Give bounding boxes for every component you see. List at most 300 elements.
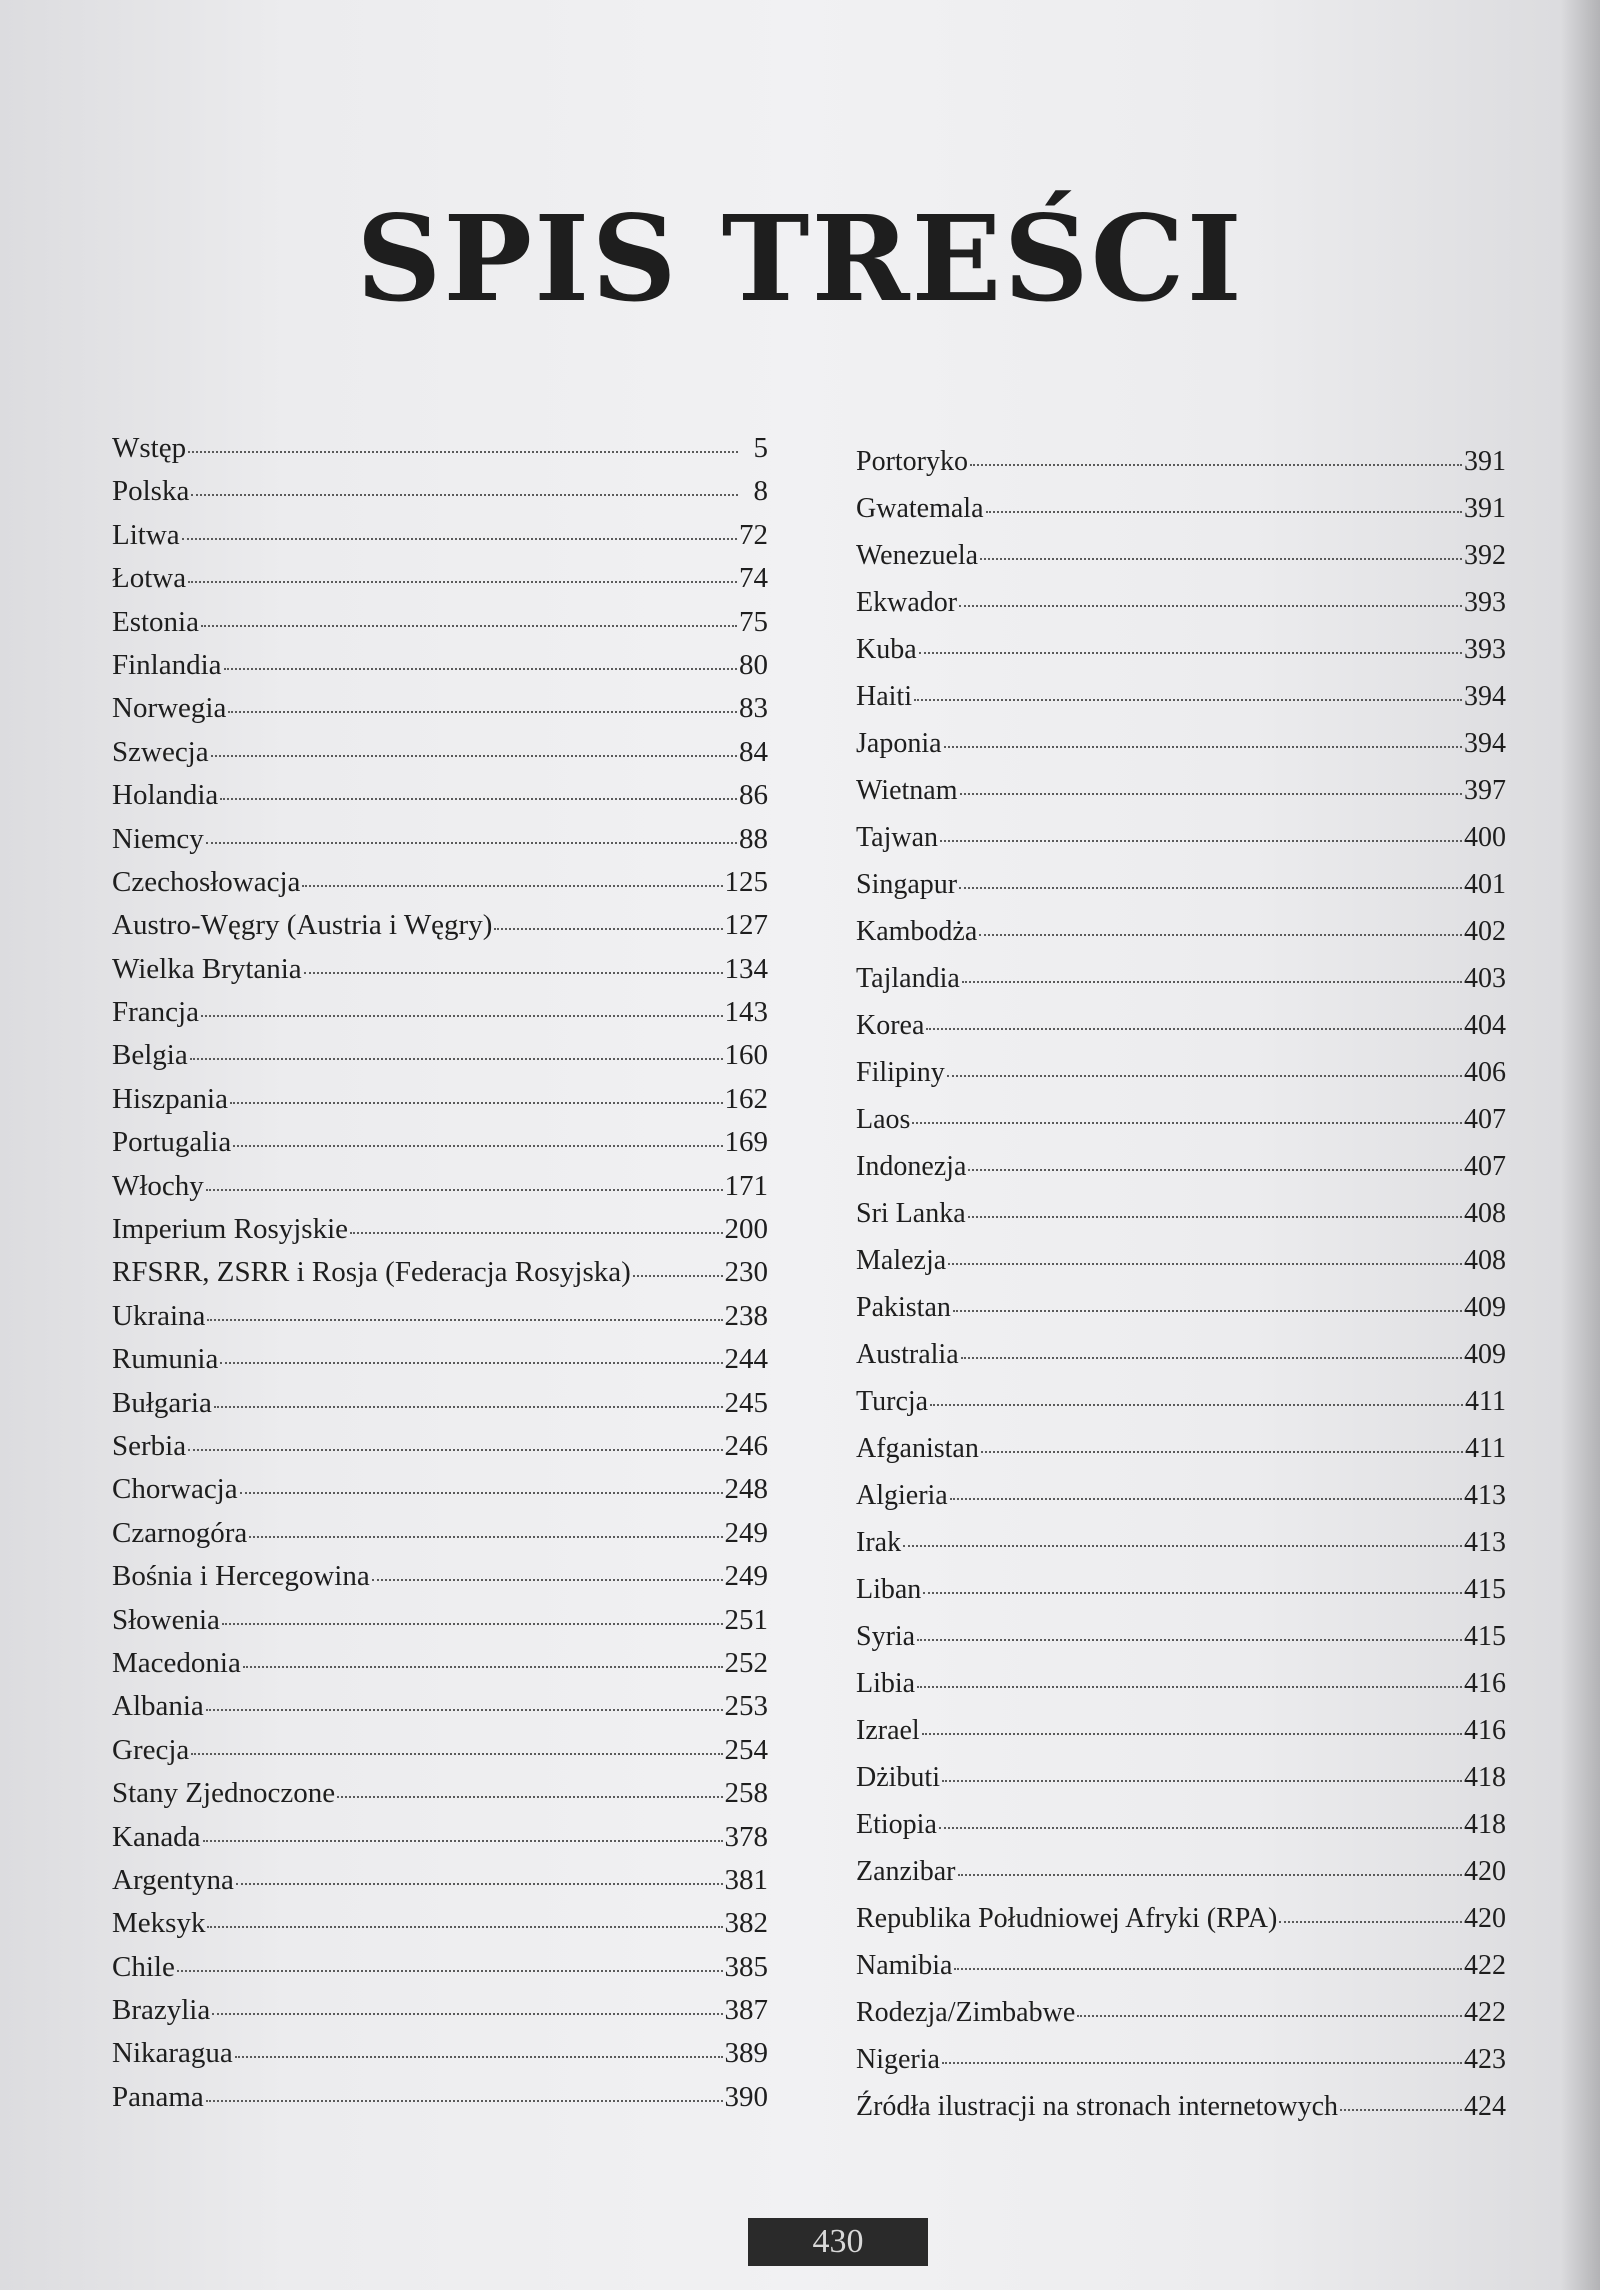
toc-entry xyxy=(112,1604,768,1647)
toc-entry xyxy=(856,963,1506,1010)
toc-entry-page: 378 xyxy=(724,1820,768,1853)
toc-entry-page: 408 xyxy=(1464,1245,1506,1276)
toc-entry-page: 393 xyxy=(1464,587,1506,618)
dot-leader xyxy=(188,1449,722,1451)
dot-leader xyxy=(939,1827,1462,1829)
toc-entry xyxy=(112,2081,768,2124)
dot-leader xyxy=(950,1498,1462,1500)
page-edge-shadow xyxy=(1560,0,1600,2290)
toc-entry-page: 404 xyxy=(1464,1010,1506,1041)
toc-entry-page: 171 xyxy=(724,1169,768,1202)
toc-entry-page: 169 xyxy=(724,1126,768,1159)
toc-entry-page: 413 xyxy=(1464,1480,1506,1511)
toc-entry-label: Nikaragua xyxy=(112,2037,233,2070)
toc-entry-page: 88 xyxy=(739,822,768,855)
toc-entry xyxy=(112,953,768,996)
toc-entry xyxy=(856,587,1506,634)
toc-entry xyxy=(856,822,1506,869)
toc-entry-page: 422 xyxy=(1464,1950,1506,1981)
dot-leader xyxy=(494,928,722,930)
toc-entry xyxy=(856,1104,1506,1151)
dot-leader xyxy=(903,1545,1462,1547)
dot-leader xyxy=(961,1357,1462,1359)
toc-entry-page: 72 xyxy=(739,518,768,551)
toc-entry-label: Imperium Rosyjskie xyxy=(112,1213,349,1246)
toc-column-right xyxy=(856,446,1506,2138)
toc-entry-label: Pakistan xyxy=(856,1292,951,1323)
dot-leader xyxy=(188,451,738,453)
toc-entry-label: Laos xyxy=(856,1104,911,1135)
dot-leader xyxy=(304,972,723,974)
dot-leader xyxy=(954,1968,1462,1970)
toc-entry-label: Macedonia xyxy=(112,1646,241,1679)
toc-entry xyxy=(112,649,768,692)
toc-entry xyxy=(112,1734,768,1777)
dot-leader xyxy=(980,558,1462,560)
dot-leader xyxy=(236,1883,723,1885)
dot-leader xyxy=(914,699,1462,701)
dot-leader xyxy=(940,840,1462,842)
dot-leader xyxy=(962,981,1462,983)
toc-entry-page: 382 xyxy=(724,1907,768,1940)
dot-leader xyxy=(233,1145,722,1147)
toc-entry-label: Turcja xyxy=(856,1386,929,1417)
dot-leader xyxy=(240,1492,723,1494)
toc-entry-page: 389 xyxy=(724,2037,768,2070)
toc-entry xyxy=(856,1809,1506,1856)
toc-entry-page: 391 xyxy=(1464,493,1506,524)
toc-entry-label: Kambodża xyxy=(856,916,978,947)
toc-entry-label: Syria xyxy=(856,1621,916,1652)
toc-entry xyxy=(856,1527,1506,1574)
toc-entry-label: Kuba xyxy=(856,634,917,665)
toc-entry xyxy=(112,996,768,1039)
dot-leader xyxy=(190,1058,723,1060)
toc-entry xyxy=(112,475,768,518)
page-title: SPIS TREŚCI xyxy=(356,189,1244,328)
toc-entry xyxy=(856,1480,1506,1527)
toc-entry-label: Liban xyxy=(856,1574,922,1605)
toc-entry-label: Filipiny xyxy=(856,1057,945,1088)
toc-entry-page: 401 xyxy=(1464,869,1506,900)
toc-entry xyxy=(112,1517,768,1560)
toc-entry-page: 400 xyxy=(1464,822,1506,853)
toc-entry-page: 134 xyxy=(724,952,768,985)
toc-entry-label: Słowenia xyxy=(112,1603,220,1636)
toc-entry-label: Haiti xyxy=(856,681,912,712)
toc-entry xyxy=(856,681,1506,728)
toc-entry-page: 424 xyxy=(1464,2091,1506,2122)
toc-entry-label: Wielka Brytania xyxy=(112,952,302,985)
toc-entry-page: 385 xyxy=(724,1950,768,1983)
toc-entry xyxy=(856,728,1506,775)
dot-leader xyxy=(958,1874,1463,1876)
toc-entry-page: 415 xyxy=(1464,1574,1506,1605)
toc-entry-label: Tajlandia xyxy=(856,963,960,994)
dot-leader xyxy=(220,1362,722,1364)
toc-entry-page: 408 xyxy=(1464,1198,1506,1229)
toc-entry-page: 162 xyxy=(724,1082,768,1115)
toc-entry xyxy=(856,540,1506,587)
toc-entry xyxy=(112,1951,768,1994)
dot-leader xyxy=(224,668,737,670)
toc-entry-label: Serbia xyxy=(112,1429,187,1462)
toc-entry xyxy=(112,909,768,952)
toc-entry-page: 125 xyxy=(724,865,768,898)
dot-leader xyxy=(944,746,1462,748)
toc-entry-label: Stany Zjednoczone xyxy=(112,1777,336,1810)
toc-entry-label: Norwegia xyxy=(112,692,227,725)
toc-entry xyxy=(856,493,1506,540)
toc-entry-label: Czarnogóra xyxy=(112,1516,248,1549)
toc-entry-label: Malezja xyxy=(856,1245,947,1276)
toc-entry-page: 402 xyxy=(1464,916,1506,947)
dot-leader xyxy=(191,494,738,496)
toc-entry-page: 407 xyxy=(1464,1151,1506,1182)
dot-leader xyxy=(191,1753,722,1755)
toc-entry-label: Bośnia i Hercegowina xyxy=(112,1560,370,1593)
toc-entry-page: 415 xyxy=(1464,1621,1506,1652)
toc-entry-page: 394 xyxy=(1464,681,1506,712)
toc-entry-label: Singapur xyxy=(856,869,958,900)
dot-leader xyxy=(981,1451,1463,1453)
toc-entry-page: 409 xyxy=(1464,1339,1506,1370)
toc-entry-label: Portugalia xyxy=(112,1126,232,1159)
toc-entry-page: 413 xyxy=(1464,1527,1506,1558)
toc-entry-page: 75 xyxy=(739,605,768,638)
toc-entry xyxy=(856,1574,1506,1621)
toc-entry xyxy=(856,446,1506,493)
toc-entry xyxy=(856,1668,1506,1715)
dot-leader xyxy=(372,1579,723,1581)
dot-leader xyxy=(302,885,722,887)
toc-entry-label: Finlandia xyxy=(112,648,222,681)
toc-entry xyxy=(856,775,1506,822)
toc-entry-label: Holandia xyxy=(112,779,219,812)
toc-entry-label: Ukraina xyxy=(112,1299,206,1332)
toc-entry-label: Libia xyxy=(856,1668,916,1699)
toc-entry xyxy=(112,1170,768,1213)
toc-entry xyxy=(112,1821,768,1864)
dot-leader xyxy=(337,1796,722,1798)
toc-entry-label: Brazylia xyxy=(112,1994,211,2027)
toc-entry xyxy=(112,866,768,909)
toc-entry-label: Szwecja xyxy=(112,735,209,768)
toc-entry xyxy=(112,2037,768,2080)
toc-entry-label: Republika Południowej Afryki (RPA) xyxy=(856,1903,1278,1934)
toc-entry-page: 387 xyxy=(724,1994,768,2027)
toc-column-left xyxy=(112,432,768,2124)
toc-entry-page: 418 xyxy=(1464,1762,1506,1793)
toc-entry xyxy=(112,692,768,735)
toc-entry xyxy=(856,1621,1506,1668)
toc-entry-label: Grecja xyxy=(112,1733,190,1766)
dot-leader xyxy=(222,1623,723,1625)
toc-entry-label: Etiopia xyxy=(856,1809,937,1840)
dot-leader xyxy=(1077,2015,1462,2017)
toc-entry-label: Łotwa xyxy=(112,562,187,595)
toc-entry-label: Afganistan xyxy=(856,1433,979,1464)
dot-leader xyxy=(207,1926,722,1928)
toc-entry-page: 397 xyxy=(1464,775,1506,806)
toc-entry-page: 83 xyxy=(739,692,768,725)
toc-entry xyxy=(856,634,1506,681)
toc-entry-page: 390 xyxy=(724,2080,768,2113)
toc-entry xyxy=(112,823,768,866)
dot-leader xyxy=(926,1028,1462,1030)
toc-entry-page: 249 xyxy=(724,1516,768,1549)
toc-entry-page: 420 xyxy=(1464,1856,1506,1887)
dot-leader xyxy=(207,1319,722,1321)
toc-entry-page: 84 xyxy=(739,735,768,768)
dot-leader xyxy=(206,1189,723,1191)
toc-entry-page: 238 xyxy=(724,1299,768,1332)
dot-leader xyxy=(201,625,737,627)
toc-entry-label: Francja xyxy=(112,996,199,1029)
toc-entry-label: Bułgaria xyxy=(112,1386,212,1419)
dot-leader xyxy=(919,652,1462,654)
toc-entry-label: Tajwan xyxy=(856,822,939,853)
toc-entry-label: Panama xyxy=(112,2080,204,2113)
toc-entry-label: Sri Lanka xyxy=(856,1198,966,1229)
toc-entry-label: Chile xyxy=(112,1950,175,1983)
dot-leader xyxy=(942,2062,1462,2064)
toc-entry-label: Nigeria xyxy=(856,2044,940,2075)
toc-entry-page: 80 xyxy=(739,648,768,681)
toc-entry-page: 246 xyxy=(724,1429,768,1462)
toc-entry xyxy=(856,1057,1506,1104)
toc-entry-label: Australia xyxy=(856,1339,959,1370)
dot-leader xyxy=(220,798,737,800)
dot-leader xyxy=(947,1075,1462,1077)
dot-leader xyxy=(979,934,1462,936)
toc-entry-page: 253 xyxy=(724,1690,768,1723)
toc-entry xyxy=(112,1560,768,1603)
toc-entry-label: Czechosłowacja xyxy=(112,865,301,898)
toc-entry xyxy=(856,1339,1506,1386)
toc-entry-label: Ekwador xyxy=(856,587,958,618)
toc-entry-page: 403 xyxy=(1464,963,1506,994)
toc-entry-label: RFSRR, ZSRR i Rosja (Federacja Rosyjska) xyxy=(112,1256,631,1289)
toc-entry-label: Kanada xyxy=(112,1820,201,1853)
dot-leader xyxy=(228,711,737,713)
toc-entry-page: 74 xyxy=(739,562,768,595)
toc-entry-label: Dżibuti xyxy=(856,1762,940,1793)
toc-entry xyxy=(112,519,768,562)
toc-entry-page: 160 xyxy=(724,1039,768,1072)
toc-entry xyxy=(112,1126,768,1169)
dot-leader xyxy=(203,1840,723,1842)
toc-entry xyxy=(112,1647,768,1690)
toc-entry xyxy=(112,1387,768,1430)
toc-entry-page: 252 xyxy=(724,1646,768,1679)
toc-entry-page: 423 xyxy=(1464,2044,1506,2075)
toc-entry xyxy=(856,1292,1506,1339)
toc-entry xyxy=(856,1856,1506,1903)
toc-entry-label: Źródła ilustracji na stronach internetowych xyxy=(856,2091,1339,2122)
toc-entry-label: Wstęp xyxy=(112,432,187,464)
dot-leader xyxy=(917,1686,1462,1688)
toc-entry-label: Niemcy xyxy=(112,822,204,855)
toc-entry-page: 143 xyxy=(724,996,768,1029)
toc-entry xyxy=(856,1433,1506,1480)
dot-leader xyxy=(214,1406,723,1408)
dot-leader xyxy=(350,1232,722,1234)
page-number: 430 xyxy=(748,2218,928,2266)
toc-entry xyxy=(112,606,768,649)
toc-entry-label: Korea xyxy=(856,1010,925,1041)
toc-entry xyxy=(856,1715,1506,1762)
toc-entry xyxy=(112,1430,768,1473)
toc-entry-page: 249 xyxy=(724,1560,768,1593)
dot-leader xyxy=(182,538,737,540)
toc-entry-page: 409 xyxy=(1464,1292,1506,1323)
dot-leader xyxy=(249,1536,722,1538)
toc-entry-page: 407 xyxy=(1464,1104,1506,1135)
toc-entry-label: Argentyna xyxy=(112,1863,234,1896)
toc-entry-label: Gwatemala xyxy=(856,493,984,524)
dot-leader xyxy=(960,793,1463,795)
dot-leader xyxy=(1340,2109,1462,2111)
dot-leader xyxy=(633,1275,723,1277)
toc-entry-page: 230 xyxy=(724,1256,768,1289)
toc-entry xyxy=(112,562,768,605)
toc-entry xyxy=(856,1245,1506,1292)
toc-entry-label: Zanzibar xyxy=(856,1856,956,1887)
dot-leader xyxy=(959,887,1462,889)
toc-entry xyxy=(856,1903,1506,1950)
dot-leader xyxy=(942,1780,1462,1782)
toc-entry xyxy=(856,1151,1506,1198)
toc-entry-page: 254 xyxy=(724,1733,768,1766)
toc-entry xyxy=(856,1762,1506,1809)
toc-entry-label: Litwa xyxy=(112,518,180,551)
toc-entry xyxy=(112,1473,768,1516)
toc-entry xyxy=(856,1386,1506,1433)
toc-entry-page: 258 xyxy=(724,1777,768,1810)
dot-leader xyxy=(959,605,1462,607)
toc-entry-page: 422 xyxy=(1464,1997,1506,2028)
toc-entry-page: 406 xyxy=(1464,1057,1506,1088)
toc-entry xyxy=(112,1039,768,1082)
dot-leader xyxy=(235,2056,723,2058)
toc-entry-page: 418 xyxy=(1464,1809,1506,1840)
dot-leader xyxy=(201,1015,723,1017)
toc-entry-label: Indonezja xyxy=(856,1151,967,1182)
toc-entry xyxy=(856,2044,1506,2091)
toc-entry-label: Meksyk xyxy=(112,1907,206,1940)
toc-entry xyxy=(112,1343,768,1386)
toc-entry-page: 5 xyxy=(753,432,768,464)
toc-entry xyxy=(112,736,768,779)
toc-entry-label: Hiszpania xyxy=(112,1082,228,1115)
toc-entry xyxy=(112,1777,768,1820)
dot-leader xyxy=(923,1592,1462,1594)
toc-entry-page: 248 xyxy=(724,1473,768,1506)
toc-entry-page: 86 xyxy=(739,779,768,812)
toc-entry xyxy=(112,1907,768,1950)
toc-entry-label: Namibia xyxy=(856,1950,953,1981)
toc-entry-label: Irak xyxy=(856,1527,902,1558)
toc-entry-label: Wenezuela xyxy=(856,540,979,571)
toc-entry-page: 8 xyxy=(753,475,768,508)
toc-entry xyxy=(112,1994,768,2037)
dot-leader xyxy=(243,1666,723,1668)
toc-entry xyxy=(112,1213,768,1256)
dot-leader xyxy=(970,464,1462,466)
dot-leader xyxy=(912,1122,1462,1124)
dot-leader xyxy=(206,1709,723,1711)
toc-entry-page: 244 xyxy=(724,1343,768,1376)
toc-entry-page: 416 xyxy=(1464,1715,1506,1746)
toc-entry-page: 393 xyxy=(1464,634,1506,665)
toc-entry-page: 411 xyxy=(1465,1433,1506,1464)
toc-entry xyxy=(856,869,1506,916)
toc-entry-page: 411 xyxy=(1465,1386,1506,1417)
dot-leader xyxy=(206,842,737,844)
toc-entry xyxy=(112,1300,768,1343)
toc-entry xyxy=(856,2091,1506,2138)
dot-leader xyxy=(188,581,737,583)
toc-entry-page: 420 xyxy=(1464,1903,1506,1934)
toc-entry-page: 245 xyxy=(724,1386,768,1419)
toc-entry xyxy=(856,1010,1506,1057)
dot-leader xyxy=(212,2013,722,2015)
toc-entry xyxy=(112,1083,768,1126)
toc-entry-page: 391 xyxy=(1464,446,1506,477)
dot-leader xyxy=(968,1216,1462,1218)
dot-leader xyxy=(211,755,737,757)
toc-entry-label: Izrael xyxy=(856,1715,920,1746)
toc-entry xyxy=(856,1198,1506,1245)
dot-leader xyxy=(922,1733,1462,1735)
toc-entry xyxy=(112,1690,768,1733)
toc-entry-page: 394 xyxy=(1464,728,1506,759)
toc-entry xyxy=(112,779,768,822)
dot-leader xyxy=(968,1169,1462,1171)
toc-entry xyxy=(856,1950,1506,1997)
dot-leader xyxy=(930,1404,1463,1406)
toc-entry-label: Japonia xyxy=(856,728,942,759)
toc-entry-label: Rumunia xyxy=(112,1343,219,1376)
toc-entry-label: Algieria xyxy=(856,1480,948,1511)
toc-entry-label: Portoryko xyxy=(856,446,968,477)
dot-leader xyxy=(917,1639,1462,1641)
toc-entry xyxy=(112,1864,768,1907)
dot-leader xyxy=(230,1102,723,1104)
toc-entry-label: Chorwacja xyxy=(112,1473,238,1506)
dot-leader xyxy=(177,1970,723,1972)
dot-leader xyxy=(1279,1921,1462,1923)
toc-entry xyxy=(856,916,1506,963)
toc-entry-label: Belgia xyxy=(112,1039,188,1072)
toc-entry xyxy=(112,432,768,475)
toc-entry-page: 200 xyxy=(724,1213,768,1246)
toc-entry xyxy=(856,1997,1506,2044)
toc-entry xyxy=(112,1256,768,1299)
dot-leader xyxy=(986,511,1463,513)
toc-entry-page: 251 xyxy=(724,1603,768,1636)
toc-entry-page: 392 xyxy=(1464,540,1506,571)
toc-entry-label: Wietnam xyxy=(856,775,958,806)
dot-leader xyxy=(953,1310,1462,1312)
dot-leader xyxy=(948,1263,1462,1265)
toc-entry-label: Austro-Węgry (Austria i Węgry) xyxy=(112,909,493,942)
toc-entry-page: 416 xyxy=(1464,1668,1506,1699)
toc-entry-label: Estonia xyxy=(112,605,199,638)
dot-leader xyxy=(206,2100,723,2102)
toc-entry-page: 381 xyxy=(724,1863,768,1896)
